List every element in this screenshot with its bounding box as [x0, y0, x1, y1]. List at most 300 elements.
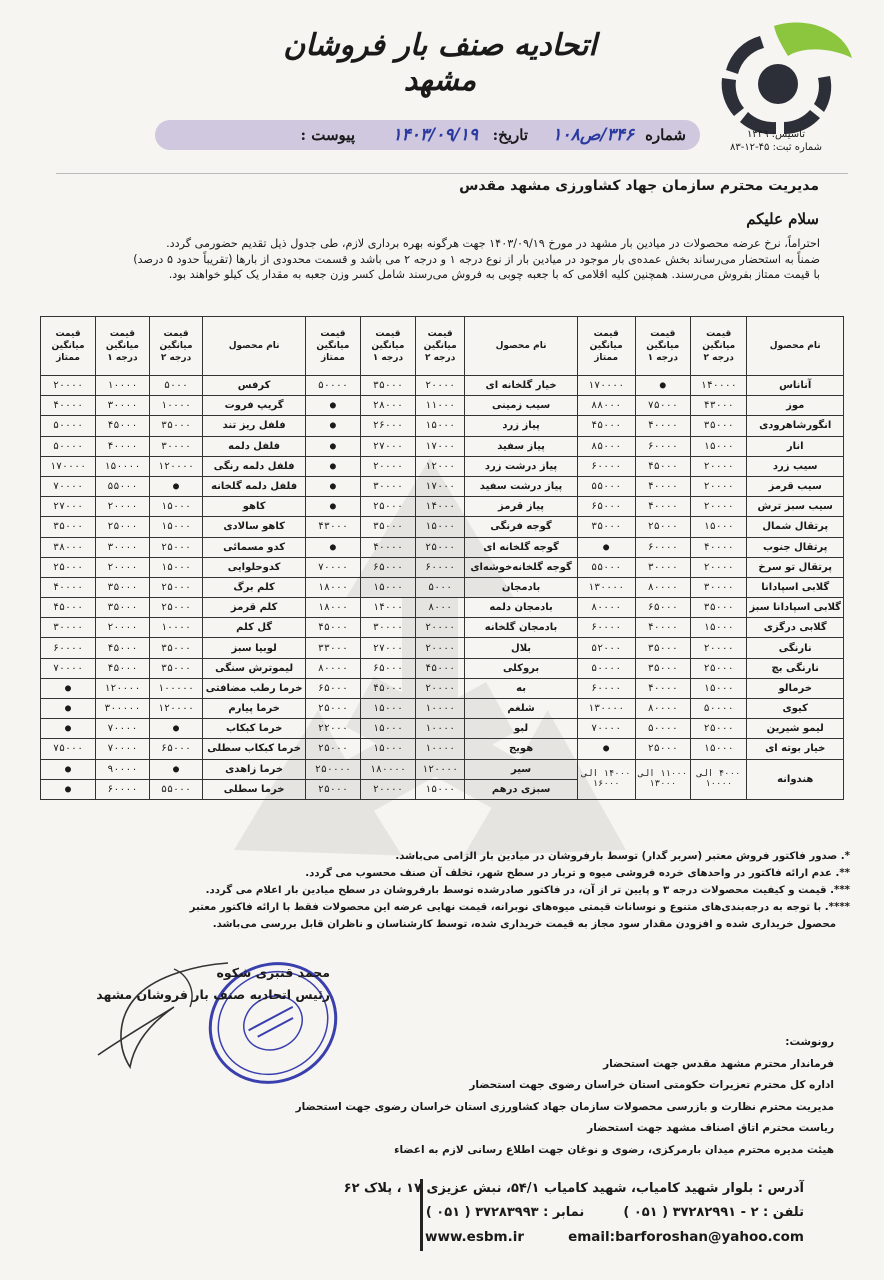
price-premium: ۲۰۰۰۰: [41, 376, 96, 396]
product-name: بادمجان: [465, 577, 577, 597]
price-grade2: ۱۵۰۰۰: [415, 416, 464, 436]
price-grade2: ۱۵۰۰۰: [691, 678, 747, 698]
union-logo-icon: [704, 18, 854, 136]
footer-email[interactable]: email:barforoshan@yahoo.com: [568, 1229, 804, 1245]
note-item: ***. قیمت و کیفیت محصولات درجه ۳ و پایین تر از آن، در فاکتور صادرشده توسط بارفروشان در سطح میادین بار اعلام می گردد.: [205, 885, 850, 896]
price-grade2: ۲۵۰۰۰: [691, 658, 747, 678]
price-grade2: ●: [149, 759, 203, 779]
price-grade1: ۶۵۰۰۰: [360, 658, 415, 678]
price-premium: ۷۰۰۰۰: [577, 719, 635, 739]
product-name: خیار گلخانه ای: [465, 376, 577, 396]
price-grade1: ۷۰۰۰۰: [96, 739, 150, 759]
product-name: پیاز زرد: [465, 416, 577, 436]
price-premium: ●: [577, 537, 635, 557]
greeting: سلام علیکم: [746, 210, 819, 228]
price-premium: ●: [41, 719, 96, 739]
price-premium: ●: [577, 739, 635, 759]
price-grade2: ۱۵۰۰۰: [415, 517, 464, 537]
date-label: تاریخ:: [492, 126, 528, 144]
product-name: آناناس: [747, 376, 844, 396]
product-name: کاهو: [203, 497, 306, 517]
product-name: خرما سطلی: [203, 779, 306, 799]
establishment-info: [706, 128, 846, 154]
price-grade1: ●: [635, 376, 690, 396]
product-name: سیب سبز ترش: [747, 497, 844, 517]
price-grade1: ۱۵۰۰۰: [360, 719, 415, 739]
price-premium: ۱۷۰۰۰۰: [577, 376, 635, 396]
price-grade1: ۲۰۰۰۰: [360, 456, 415, 476]
header-grade2: قیمت میانگین درجه ۲: [415, 317, 464, 376]
price-grade2: ●: [149, 476, 203, 496]
price-premium: ●: [305, 456, 360, 476]
price-grade2: ۴۳۰۰۰: [691, 396, 747, 416]
price-premium: ۸۰۰۰۰: [577, 598, 635, 618]
product-name: سیب زمینی: [465, 396, 577, 416]
header-name: نام محصول: [203, 317, 306, 376]
price-premium: ۸۵۰۰۰: [577, 436, 635, 456]
table-body: [41, 376, 844, 800]
cc-label: رونوشت:: [785, 1036, 834, 1048]
product-name: موز: [747, 396, 844, 416]
price-grade1: ۸۰۰۰۰: [635, 577, 690, 597]
price-premium: ۱۴۰۰۰ الی ۱۶۰۰۰: [577, 759, 635, 799]
recipient: مدیریت محترم سازمان جهاد کشاورزی مشهد مقدس: [459, 178, 819, 194]
price-grade1: ۴۰۰۰۰: [635, 497, 690, 517]
price-premium: ●: [305, 497, 360, 517]
price-grade2: ۱۵۰۰۰: [691, 618, 747, 638]
product-name: خرما کبکاب: [203, 719, 306, 739]
price-premium: ۵۵۰۰۰: [577, 476, 635, 496]
price-grade1: ۳۵۰۰۰: [360, 517, 415, 537]
product-name: کلم برگ: [203, 577, 306, 597]
price-grade1: ۳۵۰۰۰: [96, 577, 150, 597]
table-header-row: [41, 317, 844, 376]
footer-phone: [426, 1205, 804, 1220]
price-grade1: ۱۱۰۰۰ الی ۱۳۰۰۰: [635, 759, 690, 799]
price-grade1: ۶۰۰۰۰: [635, 436, 690, 456]
product-name: گلابی اسپادانا: [747, 577, 844, 597]
price-premium: ۱۳۰۰۰۰: [577, 577, 635, 597]
product-name: بروکلی: [465, 658, 577, 678]
cc-item: مدیریت محترم نظارت و بازرسی محصولات سازمان جهاد کشاورزی استان خراسان رضوی جهت استحضار: [295, 1100, 834, 1113]
header-divider: [56, 173, 848, 174]
price-grade2: ۵۵۰۰۰: [149, 779, 203, 799]
product-name: خرما پیارم: [203, 699, 306, 719]
product-name: سیر: [465, 759, 577, 779]
price-premium: ۴۵۰۰۰: [41, 598, 96, 618]
price-premium: ۶۰۰۰۰: [577, 678, 635, 698]
header-premium: قیمت میانگین ممتاز: [41, 317, 96, 376]
price-grade1: ۳۰۰۰۰: [635, 557, 690, 577]
table-row: [41, 396, 844, 416]
price-grade2: ۲۵۰۰۰: [149, 537, 203, 557]
price-premium: ●: [305, 476, 360, 496]
price-grade1: ۲۵۰۰۰: [96, 517, 150, 537]
price-premium: ●: [305, 537, 360, 557]
price-grade2: ۱۷۰۰۰: [415, 436, 464, 456]
price-premium: ۷۰۰۰۰: [41, 658, 96, 678]
price-grade2: ۱۴۰۰۰۰: [691, 376, 747, 396]
price-grade2: ۴۰۰۰۰: [691, 537, 747, 557]
cc-item: ریاست محترم اتاق اصناف مشهد جهت استحضار: [587, 1122, 834, 1134]
price-premium: ۴۰۰۰۰: [41, 577, 96, 597]
price-premium: ۷۵۰۰۰: [41, 739, 96, 759]
price-grade2: ۲۰۰۰۰: [415, 376, 464, 396]
price-grade2: ۱۱۰۰۰: [415, 396, 464, 416]
price-premium: ۶۰۰۰۰: [577, 456, 635, 476]
product-name: به: [465, 678, 577, 698]
price-premium: ۲۲۰۰۰: [305, 719, 360, 739]
product-name: پرتقال تو سرخ: [747, 557, 844, 577]
product-name: شلغم: [465, 699, 577, 719]
table-row: [41, 436, 844, 456]
product-name: هندوانه: [747, 759, 844, 799]
price-premium: ۲۵۰۰۰۰: [305, 759, 360, 779]
price-premium: ۳۵۰۰۰: [41, 517, 96, 537]
product-name: خرمالو: [747, 678, 844, 698]
price-premium: ●: [305, 436, 360, 456]
price-premium: ۲۵۰۰۰: [305, 779, 360, 799]
table-row: [41, 739, 844, 759]
product-name: خرما زاهدی: [203, 759, 306, 779]
fax-number: نمابر : ۳۷۲۸۳۹۹۳ ( ۰۵۱ ): [425, 1205, 585, 1220]
note-item: **. عدم ارائه فاکتور در واحدهای خرده فروشی میوه و تربار در سطح شهر، تخلف آن صنف محسوب می گردد.: [305, 868, 850, 879]
intro-line: احتراماً، نرخ عرضه محصولات در میادین بار مشهد در مورخ ۱۴۰۳/۰۹/۱۹ جهت هرگونه بهره برداری لازم، طی جدول ذیل تقدیم حضورمی گردد.: [166, 237, 820, 250]
product-name: فلفل دلمه گلخانه: [203, 476, 306, 496]
price-premium: ۵۵۰۰۰: [577, 557, 635, 577]
price-premium: ۵۰۰۰۰: [41, 416, 96, 436]
price-premium: ۳۳۰۰۰: [305, 638, 360, 658]
price-grade2: ۶۵۰۰۰: [149, 739, 203, 759]
note-item: محصول خریداری شده و افزودن مقدار سود مجاز به قیمت خریداری شده، توسط کارشناسان و ناظران قابل بررسی می‌باشد.: [212, 919, 836, 930]
price-grade1: ۲۰۰۰۰: [96, 557, 150, 577]
price-premium: ۲۵۰۰۰: [41, 557, 96, 577]
union-title: اتحادیه صنف بار فروشان مشهد: [283, 28, 597, 98]
price-grade2: ۱۵۰۰۰: [691, 517, 747, 537]
price-grade1: ۴۰۰۰۰: [96, 436, 150, 456]
price-grade1: ۳۵۰۰۰: [360, 376, 415, 396]
price-grade2: ۱۲۰۰۰۰: [415, 759, 464, 779]
price-grade2: ۱۰۰۰۰: [415, 739, 464, 759]
price-grade1: ۱۰۰۰۰: [96, 376, 150, 396]
price-grade1: ۲۶۰۰۰: [360, 416, 415, 436]
cc-item: اداره کل محترم تعزیرات حکومتی استان خراسان رضوی جهت استحضار: [469, 1079, 834, 1091]
price-grade2: ۸۰۰۰: [415, 598, 464, 618]
header-grade1: قیمت میانگین درجه ۱: [360, 317, 415, 376]
product-name: گوجه فرنگی: [465, 517, 577, 537]
product-name: گریپ فروت: [203, 396, 306, 416]
price-grade2: ۱۵۰۰۰: [691, 436, 747, 456]
price-premium: ۶۰۰۰۰: [41, 638, 96, 658]
product-name: هویج: [465, 739, 577, 759]
price-grade1: ۴۰۰۰۰: [635, 476, 690, 496]
price-grade1: ۱۵۰۰۰: [360, 577, 415, 597]
price-grade2: ۵۰۰۰: [415, 577, 464, 597]
price-premium: ۳۸۰۰۰: [41, 537, 96, 557]
price-grade1: ۷۰۰۰۰: [96, 719, 150, 739]
note-item: ****. با توجه به درجه‌بندی‌های متنوع و نوسانات قیمتی میوه‌های نوبرانه، قیمت نهایی عرضه این محصولات فقط با ارائه فاکتور معتبر: [189, 902, 850, 913]
price-premium: ۵۲۰۰۰: [577, 638, 635, 658]
price-grade2: ۲۰۰۰۰: [691, 638, 747, 658]
price-grade1: ۱۸۰۰۰۰: [360, 759, 415, 779]
table-row: [41, 699, 844, 719]
table-row: [41, 678, 844, 698]
product-name: فلفل ریز تند: [203, 416, 306, 436]
product-name: پیاز قرمز: [465, 497, 577, 517]
price-grade1: ۲۷۰۰۰: [360, 638, 415, 658]
signer-block: [70, 962, 330, 1006]
price-grade2: ۲۵۰۰۰: [149, 598, 203, 618]
header-name: نام محصول: [747, 317, 844, 376]
footer-website[interactable]: www.esbm.ir: [425, 1229, 525, 1245]
price-premium: ۵۰۰۰۰: [305, 376, 360, 396]
product-name: گل کلم: [203, 618, 306, 638]
price-premium: ●: [305, 416, 360, 436]
product-name: گوجه گلخانه ای: [465, 537, 577, 557]
price-grade2: ۱۲۰۰۰۰: [149, 456, 203, 476]
price-grade1: ۱۵۰۰۰۰: [96, 456, 150, 476]
price-grade1: ۴۵۰۰۰: [96, 416, 150, 436]
price-grade1: ۴۵۰۰۰: [360, 678, 415, 698]
intro-line: ضمناً به استحضار می‌رساند بخش عمده‌ی بار موجود در میادین بار از نوع درجه ۱ و درجه ۲ می باشد و قسمت محدودی از بارها (تقریباً حدود ۵ درصد): [133, 252, 820, 266]
price-grade1: ۳۰۰۰۰: [360, 476, 415, 496]
price-grade1: ۴۵۰۰۰: [96, 638, 150, 658]
intro-paragraph: [64, 236, 820, 283]
price-premium: ۱۷۰۰۰۰: [41, 456, 96, 476]
header-grade1: قیمت میانگین درجه ۱: [96, 317, 150, 376]
product-name: کدوحلوایی: [203, 557, 306, 577]
product-name: بادمجان گلخانه: [465, 618, 577, 638]
price-premium: ۴۵۰۰۰: [577, 416, 635, 436]
price-grade1: ۲۸۰۰۰: [360, 396, 415, 416]
product-name: پیاز درشت سفید: [465, 476, 577, 496]
product-name: نارنگی بچ: [747, 658, 844, 678]
price-grade2: ۲۰۰۰۰: [415, 618, 464, 638]
product-name: لبو: [465, 719, 577, 739]
price-table: [40, 316, 844, 800]
product-name: بادمجان دلمه: [465, 598, 577, 618]
price-grade1: ۷۵۰۰۰: [635, 396, 690, 416]
price-grade1: ۳۵۰۰۰: [96, 598, 150, 618]
product-name: پیاز سفید: [465, 436, 577, 456]
price-grade1: ۶۵۰۰۰: [635, 598, 690, 618]
price-premium: ۵۰۰۰۰: [41, 436, 96, 456]
footer: [0, 1177, 884, 1257]
product-name: پیاز درشت زرد: [465, 456, 577, 476]
signer-name: محمد قنبری شکوه: [216, 965, 330, 980]
price-grade2: ۳۵۰۰۰: [691, 598, 747, 618]
price-grade1: ۲۵۰۰۰: [635, 517, 690, 537]
price-grade2: ۱۵۰۰۰: [149, 497, 203, 517]
product-name: گوجه گلخانه‌خوشه‌ای: [465, 557, 577, 577]
price-premium: ۴۳۰۰۰: [305, 517, 360, 537]
table-row: [41, 376, 844, 396]
price-premium: ●: [41, 759, 96, 779]
price-grade1: ۱۴۰۰۰: [360, 598, 415, 618]
product-name: فلفل دلمه: [203, 436, 306, 456]
table-row: [41, 497, 844, 517]
price-grade1: ۶۰۰۰۰: [96, 779, 150, 799]
price-grade2: ۳۵۰۰۰: [149, 658, 203, 678]
price-premium: ۶۵۰۰۰: [577, 497, 635, 517]
product-name: فلفل دلمه رنگی: [203, 456, 306, 476]
price-grade1: ۲۰۰۰۰: [360, 779, 415, 799]
price-grade1: ۳۰۰۰۰: [360, 618, 415, 638]
price-grade1: ۲۵۰۰۰: [360, 497, 415, 517]
price-premium: ۷۰۰۰۰: [305, 557, 360, 577]
price-grade1: ۴۰۰۰۰: [635, 416, 690, 436]
price-premium: ●: [41, 779, 96, 799]
header-premium: قیمت میانگین ممتاز: [305, 317, 360, 376]
table-row: [41, 759, 844, 779]
price-grade1: ۱۵۰۰۰: [360, 739, 415, 759]
price-grade2: ۵۰۰۰: [149, 376, 203, 396]
phone-number: تلفن : ۲ - ۳۷۲۸۲۹۹۱ ( ۰۵۱ ): [623, 1205, 804, 1220]
price-premium: ۶۰۰۰۰: [577, 618, 635, 638]
price-grade2: ۲۵۰۰۰: [691, 719, 747, 739]
ref-number-label: شماره: [645, 126, 686, 144]
table-row: [41, 658, 844, 678]
product-name: انار: [747, 436, 844, 456]
price-premium: ۷۰۰۰۰: [41, 476, 96, 496]
product-name: کدو مسمائی: [203, 537, 306, 557]
price-grade2: ۱۰۰۰۰: [415, 719, 464, 739]
price-grade1: ۲۷۰۰۰: [360, 436, 415, 456]
price-grade2: ۴۵۰۰۰: [415, 658, 464, 678]
note-item: *. صدور فاکتور فروش معتبر (سربر گدار) توسط بارفروشان در میادین بار الزامی می‌باشد.: [395, 851, 850, 862]
price-grade1: ۴۵۰۰۰: [96, 658, 150, 678]
price-premium: ۲۵۰۰۰: [305, 699, 360, 719]
price-grade2: ۲۰۰۰۰: [691, 497, 747, 517]
price-grade2: ۳۰۰۰۰: [691, 577, 747, 597]
product-name: خرما کبکاب سطلی: [203, 739, 306, 759]
price-grade2: ۲۰۰۰۰: [415, 678, 464, 698]
price-grade2: ۳۵۰۰۰: [149, 416, 203, 436]
registration-number: شماره ثبت: ۴۵-۱۲-۸۳: [729, 142, 823, 153]
price-grade1: ۴۰۰۰۰: [635, 678, 690, 698]
price-premium: ۶۵۰۰۰: [305, 678, 360, 698]
price-grade2: ۲۰۰۰۰: [691, 456, 747, 476]
price-grade2: ۱۰۰۰۰: [149, 618, 203, 638]
price-grade1: ۴۵۰۰۰: [635, 456, 690, 476]
price-premium: ۳۰۰۰۰: [41, 618, 96, 638]
ref-number-value: ۳۴۶/ص۱۰۸: [552, 125, 634, 145]
price-grade2: ۲۰۰۰۰: [415, 638, 464, 658]
table-row: [41, 618, 844, 638]
product-name: خیار بوته ای: [747, 739, 844, 759]
table-row: [41, 577, 844, 597]
price-grade1: ۵۰۰۰۰: [635, 719, 690, 739]
product-name: پرتقال جنوب: [747, 537, 844, 557]
price-premium: ۲۷۰۰۰: [41, 497, 96, 517]
price-grade1: ۳۰۰۰۰: [96, 537, 150, 557]
table-row: [41, 557, 844, 577]
price-premium: ۴۰۰۰۰: [41, 396, 96, 416]
price-grade2: ۱۰۰۰۰۰: [149, 678, 203, 698]
price-grade2: ۱۵۰۰۰: [691, 739, 747, 759]
table-row: [41, 537, 844, 557]
price-premium: ۸۰۰۰۰: [305, 658, 360, 678]
cc-item: فرماندار محترم مشهد مقدس جهت استحضار: [603, 1057, 834, 1070]
price-premium: ۵۰۰۰۰: [577, 658, 635, 678]
price-premium: ۳۵۰۰۰: [577, 517, 635, 537]
price-grade2: ۱۰۰۰۰: [149, 396, 203, 416]
reference-bar: [155, 120, 700, 150]
date-value: ۱۴۰۳/۰۹/۱۹: [392, 125, 478, 145]
price-premium: ۱۸۰۰۰: [305, 598, 360, 618]
price-grade2: ۶۰۰۰۰: [415, 557, 464, 577]
cc-list: [214, 1032, 834, 1161]
product-name: خرما رطب مضافتی: [203, 678, 306, 698]
price-premium: ۱۳۰۰۰۰: [577, 699, 635, 719]
product-name: کرفس: [203, 376, 306, 396]
product-name: لیمو شیرین: [747, 719, 844, 739]
cc-item: هیئت مدیره محترم میدان بارمرکزی، رضوی و نوغان جهت اطلاع رسانی لازم به اعضاء: [394, 1143, 834, 1156]
price-premium: ۲۵۰۰۰: [305, 739, 360, 759]
price-grade2: ۱۵۰۰۰: [415, 779, 464, 799]
price-grade1: ۹۰۰۰۰: [96, 759, 150, 779]
product-name: نارنگی: [747, 638, 844, 658]
price-grade2: ۵۰۰۰۰: [691, 699, 747, 719]
price-grade2: ۳۰۰۰۰: [149, 436, 203, 456]
product-name: کیوی: [747, 699, 844, 719]
price-grade2: ۲۵۰۰۰: [149, 577, 203, 597]
product-name: کاهو سالادی: [203, 517, 306, 537]
product-name: گلابی درگزی: [747, 618, 844, 638]
price-grade1: ۳۰۰۰۰: [96, 396, 150, 416]
table-row: [41, 638, 844, 658]
price-premium: ۱۸۰۰۰: [305, 577, 360, 597]
price-grade2: ۱۲۰۰۰: [415, 456, 464, 476]
product-name: لوبیا سبز: [203, 638, 306, 658]
established-year: تاسیس: ۱۳۴۹: [746, 129, 805, 140]
header-premium: قیمت میانگین ممتاز: [577, 317, 635, 376]
table-row: [41, 456, 844, 476]
table-row: [41, 416, 844, 436]
price-grade1: ۶۰۰۰۰: [635, 537, 690, 557]
price-premium: ۴۵۰۰۰: [305, 618, 360, 638]
price-grade1: ۱۵۰۰۰: [360, 699, 415, 719]
table-row: [41, 476, 844, 496]
price-grade1: ۱۲۰۰۰۰: [96, 678, 150, 698]
price-grade1: ۶۵۰۰۰: [360, 557, 415, 577]
price-grade2: ۱۵۰۰۰: [149, 557, 203, 577]
price-premium: ●: [305, 396, 360, 416]
table-row: [41, 517, 844, 537]
price-grade1: ۳۵۰۰۰: [635, 658, 690, 678]
product-name: کلم قرمز: [203, 598, 306, 618]
product-name: سیب زرد: [747, 456, 844, 476]
product-name: انگورشاهرودی: [747, 416, 844, 436]
price-grade2: ۳۵۰۰۰: [691, 416, 747, 436]
price-grade2: ۲۵۰۰۰: [415, 537, 464, 557]
product-name: گلابی اسپادانا سبز: [747, 598, 844, 618]
header-grade1: قیمت میانگین درجه ۱: [635, 317, 690, 376]
price-premium: ●: [41, 678, 96, 698]
price-grade1: ۴۰۰۰۰: [635, 618, 690, 638]
header-grade2: قیمت میانگین درجه ۲: [149, 317, 203, 376]
price-grade1: ۳۵۰۰۰: [635, 638, 690, 658]
price-grade2: ●: [149, 719, 203, 739]
price-premium: ۸۸۰۰۰: [577, 396, 635, 416]
footer-address: آدرس : بلوار شهید کامیاب، شهید کامیاب ۵۴/۱، نبش عزیزی ۱۷ ، پلاک ۶۲: [343, 1181, 804, 1196]
price-grade2: ۲۰۰۰۰: [691, 557, 747, 577]
price-grade2: ۱۵۰۰۰: [149, 517, 203, 537]
price-grade2: ۲۰۰۰۰: [691, 476, 747, 496]
table-row: [41, 719, 844, 739]
product-name: لیموترش سنگی: [203, 658, 306, 678]
table-row: [41, 598, 844, 618]
